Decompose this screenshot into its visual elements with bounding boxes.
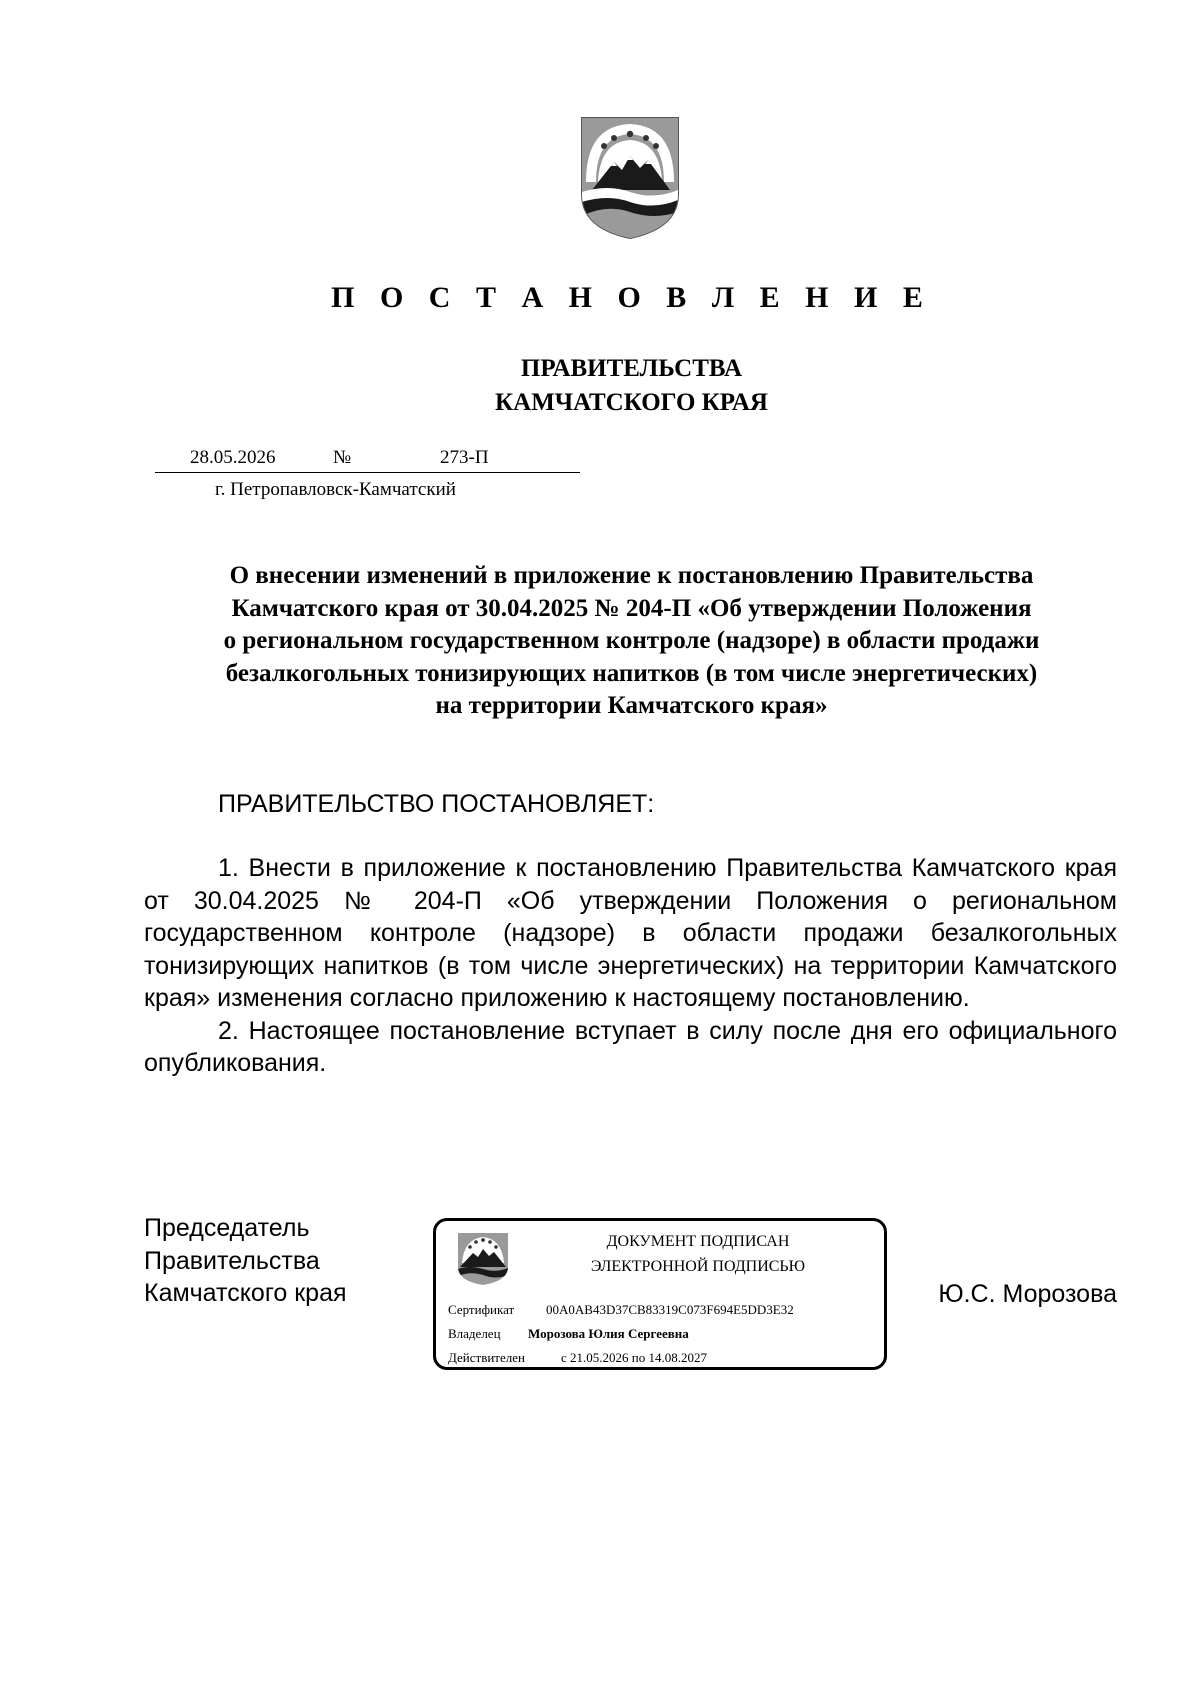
authority-line: ПРАВИТЕЛЬСТВА — [520, 355, 743, 382]
title-line: на территории Камчатского края» — [435, 692, 828, 719]
issuing-authority — [0, 352, 1200, 420]
stamp-label: Сертификат — [448, 1302, 515, 1317]
document-date: 28.05.2026 — [190, 447, 276, 468]
date-number-line — [155, 446, 580, 473]
electronic-signature-stamp — [433, 1218, 887, 1370]
authority-line: КАМЧАТСКОГО КРАЯ — [495, 389, 768, 416]
stamp-heading-line: ЭЛЕКТРОННОЙ ПОДПИСЬЮ — [590, 1258, 806, 1275]
stamp-label: Владелец — [448, 1326, 501, 1341]
resolution-body — [144, 852, 1117, 1080]
stamp-certificate-row — [448, 1301, 794, 1319]
document-kind-heading: П О С Т А Н О В Л Е Н И Е — [331, 281, 932, 314]
city-name: г. Петропавловск-Камчатский — [215, 479, 456, 500]
stamp-label: Действителен — [448, 1350, 525, 1365]
signer-title-line: Правительства — [144, 1246, 320, 1275]
number-sign: № — [333, 447, 352, 468]
certificate-owner: Морозова Юлия Сергеевна — [528, 1326, 689, 1341]
coat-of-arms-icon — [578, 112, 682, 242]
resolution-item-1: 1. Внести в приложение к постановлению Правительства Камчатского края от 30.04.2025 № 204-П «Об утверждении Положения о региональном государственном контроле (надзоре) в области продажи безалкогольных тонизирующих напитков (в том числе энергетических) на территории Камчатского края» изменения согласно приложению к настоящему постановлению. — [144, 854, 1117, 1012]
signer-name: Ю.С. Морозова — [938, 1280, 1117, 1308]
stamp-owner-row — [448, 1325, 689, 1343]
stamp-heading-line: ДОКУМЕНТ ПОДПИСАН — [606, 1233, 790, 1250]
document-number: 273-П — [440, 447, 489, 468]
stamp-heading — [516, 1229, 880, 1279]
title-line: безалкогольных тонизирующих напитков (в том числе энергетических) — [225, 659, 1038, 687]
certificate-validity: с 21.05.2026 по 14.08.2027 — [561, 1350, 707, 1365]
signer-title-line: Камчатского края — [144, 1279, 347, 1307]
resolution-item-2: 2. Настоящее постановление вступает в силу после дня его официального опубликования. — [144, 1016, 1117, 1077]
signer-title — [144, 1212, 347, 1310]
certificate-serial: 00A0AB43D37CB83319C073F694E5DD3E32 — [546, 1302, 794, 1317]
signer-title-line: Председатель — [144, 1214, 310, 1242]
document-title — [150, 560, 1113, 723]
coat-of-arms-icon — [452, 1229, 514, 1287]
stamp-validity-row — [448, 1349, 707, 1367]
title-line: о региональном государственном контроле (надзоре) в области продажи — [223, 627, 1040, 654]
title-line: О внесении изменений в приложение к постановлению Правительства — [229, 562, 1034, 589]
resolves-heading: ПРАВИТЕЛЬСТВО ПОСТАНОВЛЯЕТ: — [218, 790, 655, 818]
title-line: Камчатского края от 30.04.2025 № 204-П «Об утверждении Положения — [231, 594, 1032, 622]
